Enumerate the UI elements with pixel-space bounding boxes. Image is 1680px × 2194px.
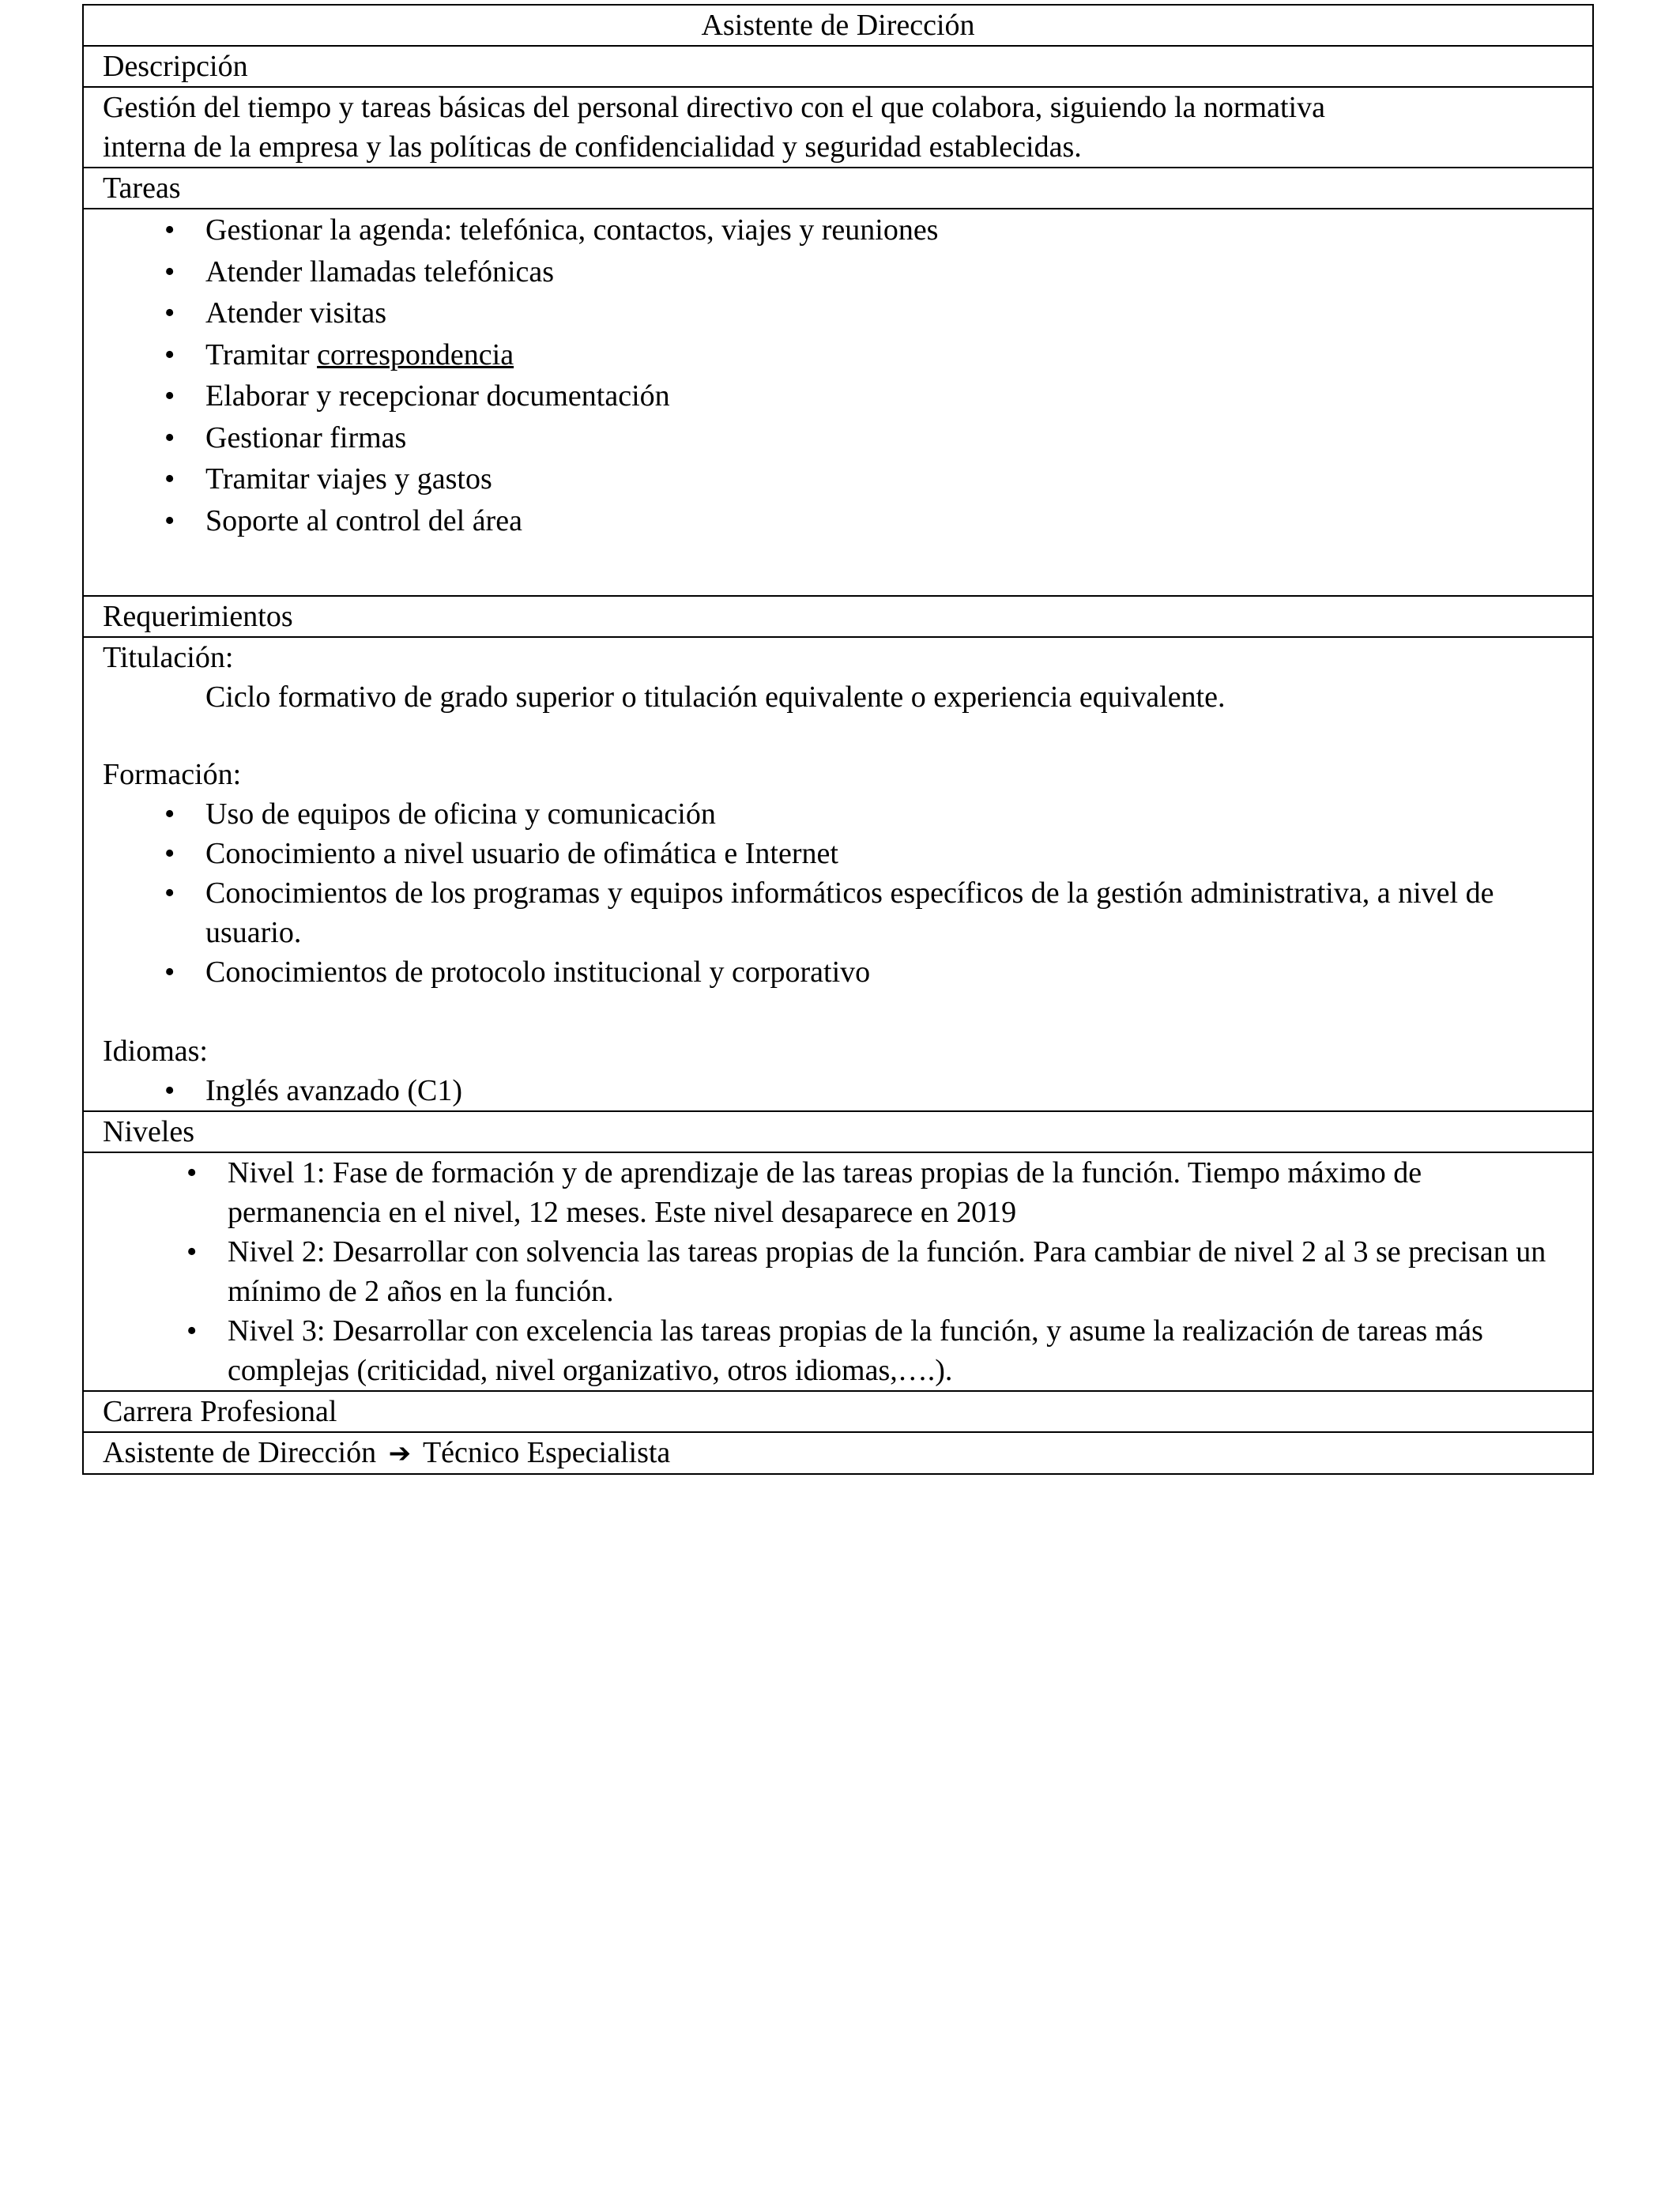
niveles-body — [84, 1153, 1592, 1392]
carrera-body — [84, 1433, 1592, 1473]
requerimientos-header: Requerimientos — [84, 597, 1592, 638]
niveles-item: • Nivel 3: Desarrollar con excelencia las tareas propias de la función, y asume la realización de tareas más complejas (criticidad, nivel organizativo, otros idiomas,….). — [103, 1311, 1573, 1390]
tareas-list — [103, 209, 1573, 541]
idiomas-item: • Inglés avanzado (C1) — [103, 1071, 1573, 1110]
titulacion-label: Titulación: — [103, 641, 234, 674]
tareas-item-text: Tramitar — [205, 337, 318, 371]
right-arrow-icon: ➔ — [388, 1438, 412, 1469]
formacion-label: Formación: — [103, 758, 242, 791]
niveles-item: • Nivel 2: Desarrollar con solvencia las tareas propias de la función. Para cambiar de nivel 2 al 3 se precisan un mínimo de 2 años en la función. — [103, 1232, 1573, 1311]
niveles-list — [103, 1153, 1573, 1390]
titulacion-spacer — [103, 717, 1573, 755]
tareas-item: • Tramitar viajes y gastos — [103, 458, 1573, 500]
tareas-spacer — [103, 541, 1573, 595]
descripcion-line: Gestión del tiempo y tareas básicas del personal directivo con el que colabora, siguiendo la normativa — [103, 91, 1325, 124]
carrera-header: Carrera Profesional — [84, 1392, 1592, 1433]
niveles-header: Niveles — [84, 1112, 1592, 1153]
tareas-item: • Gestionar firmas — [103, 417, 1573, 459]
titulacion-text: Ciclo formativo de grado superior o titulación equivalente o experiencia equivalente. — [205, 680, 1226, 714]
niveles-item: • Nivel 1: Fase de formación y de aprendizaje de las tareas propias de la función. Tiempo máximo de permanencia en el nivel, 12 meses. Este nivel desaparece en 2019 — [103, 1153, 1573, 1232]
tareas-body — [84, 209, 1592, 597]
idiomas-list — [103, 1071, 1573, 1110]
tareas-header: Tareas — [84, 168, 1592, 209]
descripcion-header: Descripción — [84, 47, 1592, 88]
formacion-item: • Conocimientos de los programas y equipos informáticos específicos de la gestión administrativa, a nivel de usuario. — [103, 873, 1573, 952]
idiomas-label: Idiomas: — [103, 1035, 208, 1068]
descripcion-line: interna de la empresa y las políticas de confidencialidad y seguridad establecidas. — [103, 130, 1082, 164]
tareas-item: • Atender visitas — [103, 292, 1573, 334]
formacion-list — [103, 794, 1573, 992]
requerimientos-body — [84, 638, 1592, 1112]
tareas-item: • Gestionar la agenda: telefónica, contactos, viajes y reuniones — [103, 209, 1573, 251]
document-title: Asistente de Dirección — [84, 6, 1592, 47]
formacion-spacer — [103, 992, 1573, 1031]
tareas-item — [103, 334, 1573, 376]
tareas-item-underlined: correspondencia — [317, 337, 514, 371]
job-description-table — [82, 4, 1594, 1475]
formacion-item: • Uso de equipos de oficina y comunicación — [103, 794, 1573, 834]
tareas-item: • Elaborar y recepcionar documentación — [103, 375, 1573, 417]
tareas-item: • Soporte al control del área — [103, 500, 1573, 542]
formacion-item: • Conocimiento a nivel usuario de ofimática e Internet — [103, 834, 1573, 873]
tareas-item: • Atender llamadas telefónicas — [103, 251, 1573, 293]
carrera-to: Técnico Especialista — [422, 1436, 671, 1469]
descripcion-body — [84, 88, 1592, 168]
carrera-from: Asistente de Dirección — [103, 1436, 377, 1469]
formacion-item: • Conocimientos de protocolo institucional y corporativo — [103, 952, 1573, 992]
